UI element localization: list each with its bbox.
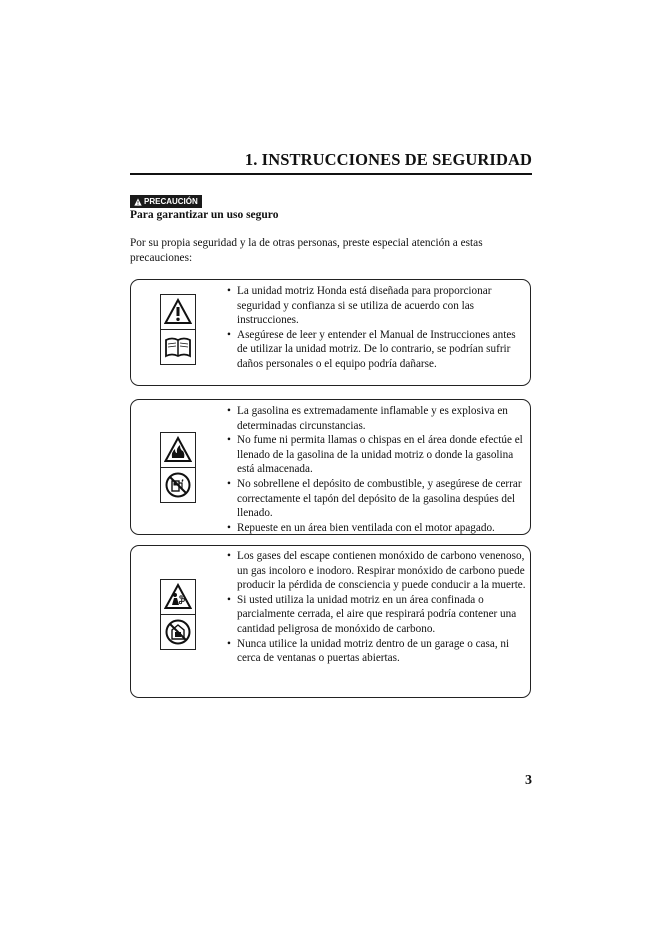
title-rule: [130, 173, 532, 175]
list-item: • La gasolina es extremadamente inflamable y es explosiva en determinadas circunstancias.: [227, 404, 526, 433]
precaution-list: [227, 404, 526, 535]
page-number: 3: [525, 773, 532, 788]
list-item: • Repueste en un área bien ventilada con el motor apagado.: [227, 521, 526, 536]
icon-stack: [160, 294, 196, 365]
no-indoor-use-icon: [160, 615, 196, 650]
list-item: • La unidad motriz Honda está diseñada para proporcionar seguridad y confianza si se utiliza de acuerdo con las instrucciones.: [227, 284, 526, 328]
safety-box-fuel: [130, 399, 531, 535]
alert-triangle-icon: [134, 198, 142, 206]
manual-book-icon: [160, 330, 196, 365]
page-title: 1. INSTRUCCIONES DE SEGURIDAD: [244, 150, 532, 169]
list-item: • Si usted utiliza la unidad motriz en un área confinada o parcialmente cerrada, el aire que respirará podría contener una cantidad peligrosa de monóxido de carbono.: [227, 593, 526, 637]
list-item: • Los gases del escape contienen monóxido de carbono venenoso, un gas incoloro e inodoro. Respirar monóxido de carbono puede producir la pérdida de consciencia y puede conducir a la muerte.: [227, 549, 526, 593]
list-item: • Asegúrese de leer y entender el Manual de Instrucciones antes de utilizar la unidad motriz. De lo contrario, se podrían sufrir daños personales o el equipo podría dañarse.: [227, 328, 526, 372]
safety-box-general: [130, 279, 531, 386]
icon-stack: [160, 579, 196, 650]
fire-hazard-icon: [160, 432, 196, 468]
caution-badge: [130, 195, 202, 208]
intro-paragraph: Por su propia seguridad y la de otras personas, preste especial atención a estas precauciones:: [130, 237, 483, 264]
no-refuel-running-icon: [160, 468, 196, 503]
icon-stack: [160, 432, 196, 503]
section-subtitle: Para garantizar un uso seguro: [130, 209, 279, 221]
caution-label: PRECAUCIÓN: [144, 197, 198, 206]
safety-box-exhaust: [130, 545, 531, 698]
precaution-list: [227, 284, 526, 372]
warning-triangle-icon: [160, 294, 196, 330]
list-item: • No sobrellene el depósito de combustible, y asegúrese de cerrar correctamente el tapón del depósito de la gasolina despúes del llenado.: [227, 477, 526, 521]
list-item: • No fume ni permita llamas o chispas en el área donde efectúe el llenado de la gasolina de la unidad motriz o donde la gasolina está almacenada.: [227, 433, 526, 477]
precaution-list: [227, 549, 526, 666]
exhaust-gas-hazard-icon: [160, 579, 196, 615]
list-item: • Nunca utilice la unidad motriz dentro de un garage o casa, ni cerca de ventanas o puertas abiertas.: [227, 637, 526, 666]
